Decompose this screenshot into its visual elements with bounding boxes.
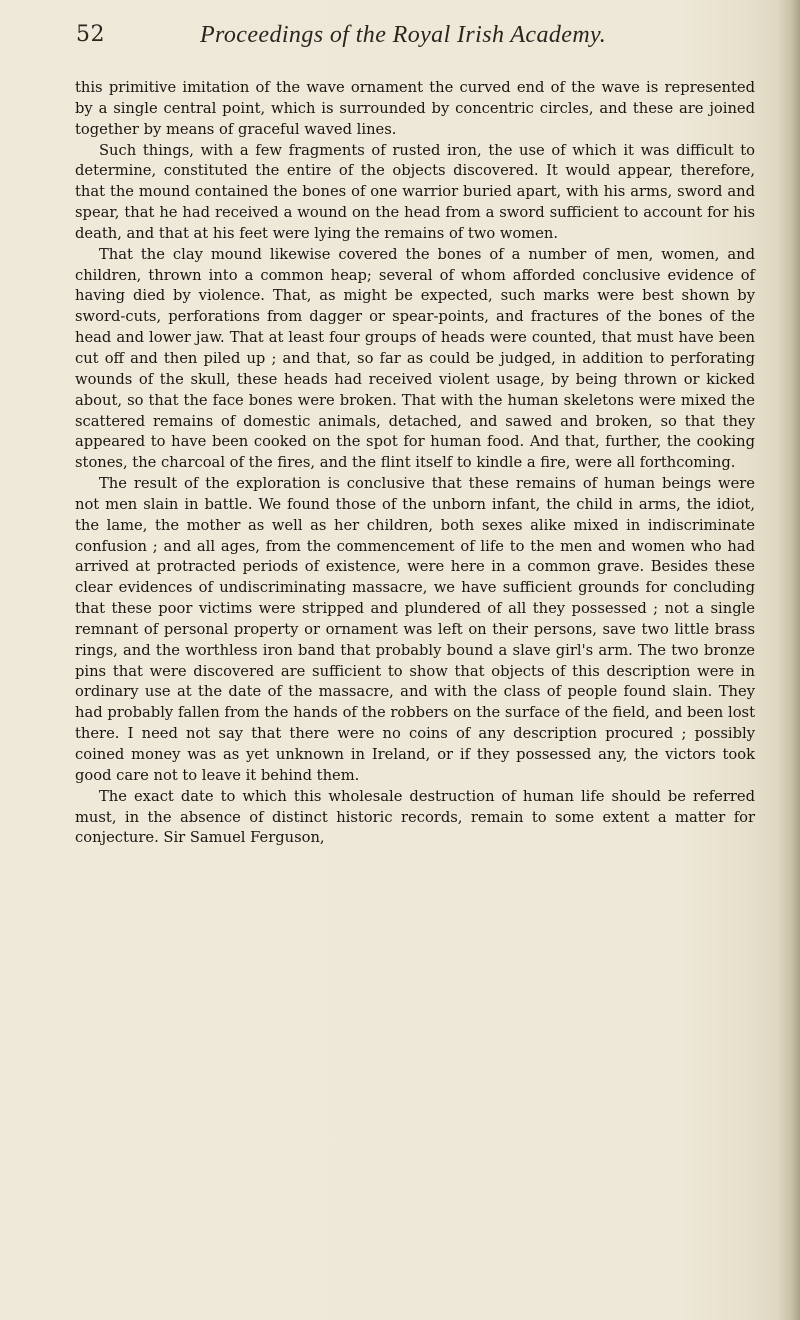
body-text <box>75 78 755 849</box>
paragraph: That the clay mound likewise covered the bones of a number of men, women, and children, thrown into a common heap; several of whom afforded conclusive evidence of having died by violence. That, as might be expected, such marks were best shown by sword-cuts, perforations from dagger or spear-points, and fractures of the bones of the head and lower jaw. That at least four groups of heads were counted, that must have been cut off and then piled up ; and that, so far as could be judged, in addition to perforating wounds of the skull, these heads had received violent usage, by being thrown or kicked about, so that the face bones were broken. That with the human skeletons were mixed the scattered remains of domestic animals, detached, and sawed and broken, so that they appeared to have been cooked on the spot for human food. And that, further, the cooking stones, the charcoal of the fires, and the flint itself to kindle a fire, were all forthcoming. <box>75 245 755 472</box>
paragraph: this primitive imitation of the wave ornament the curved end of the wave is represented by a single central point, which is surrounded by concentric circles, and these are joined together by means of graceful waved lines. <box>75 79 755 138</box>
page-header <box>0 22 800 56</box>
paragraph: Such things, with a few fragments of rusted iron, the use of which it was difficult to determine, constituted the entire of the objects discovered. It would appear, therefore, that the mound contained the bones of one warrior buried apart, with his arms, sword and spear, that he had received a wound on the head from a sword sufficient to account for his death, and that at his feet were lying the remains of two women. <box>75 141 755 242</box>
paragraph: The exact date to which this wholesale destruction of human life should be referred must, in the absence of distinct historic records, remain to some extent a matter for conjecture. Sir Samuel Ferguson, <box>75 787 755 847</box>
page-number: 52 <box>76 22 105 47</box>
page-edge-shadow <box>778 0 800 1320</box>
paragraph: The result of the exploration is conclusive that these remains of human beings were not men slain in battle. We found those of the unborn infant, the child in arms, the idiot, the lame, the mother as well as her children, both sexes alike mixed in indiscriminate confusion ; and all ages, from the commencement of life to the men and women who had arrived at protracted periods of existence, were here in a common grave. Besides these clear evidences of undiscriminating massacre, we have sufficient grounds for concluding that these poor victims were stripped and plundered of all they possessed ; not a single remnant of personal property or ornament was left on their persons, save two little brass rings, and the worthless iron band that probably bound a slave girl's arm. The two bronze pins that were discovered are sufficient to show that objects of this description were in ordinary use at the date of the massacre, and with the class of people found slain. They had probably fallen from the hands of the robbers on the surface of the field, and been lost there. I need not say that there were no coins of any description procured ; possibly coined money was as yet unknown in Ireland, or if they possessed any, the victors took good care not to leave it behind them. <box>75 475 755 784</box>
running-title: Proceedings of the Royal Irish Academy. <box>200 22 607 48</box>
